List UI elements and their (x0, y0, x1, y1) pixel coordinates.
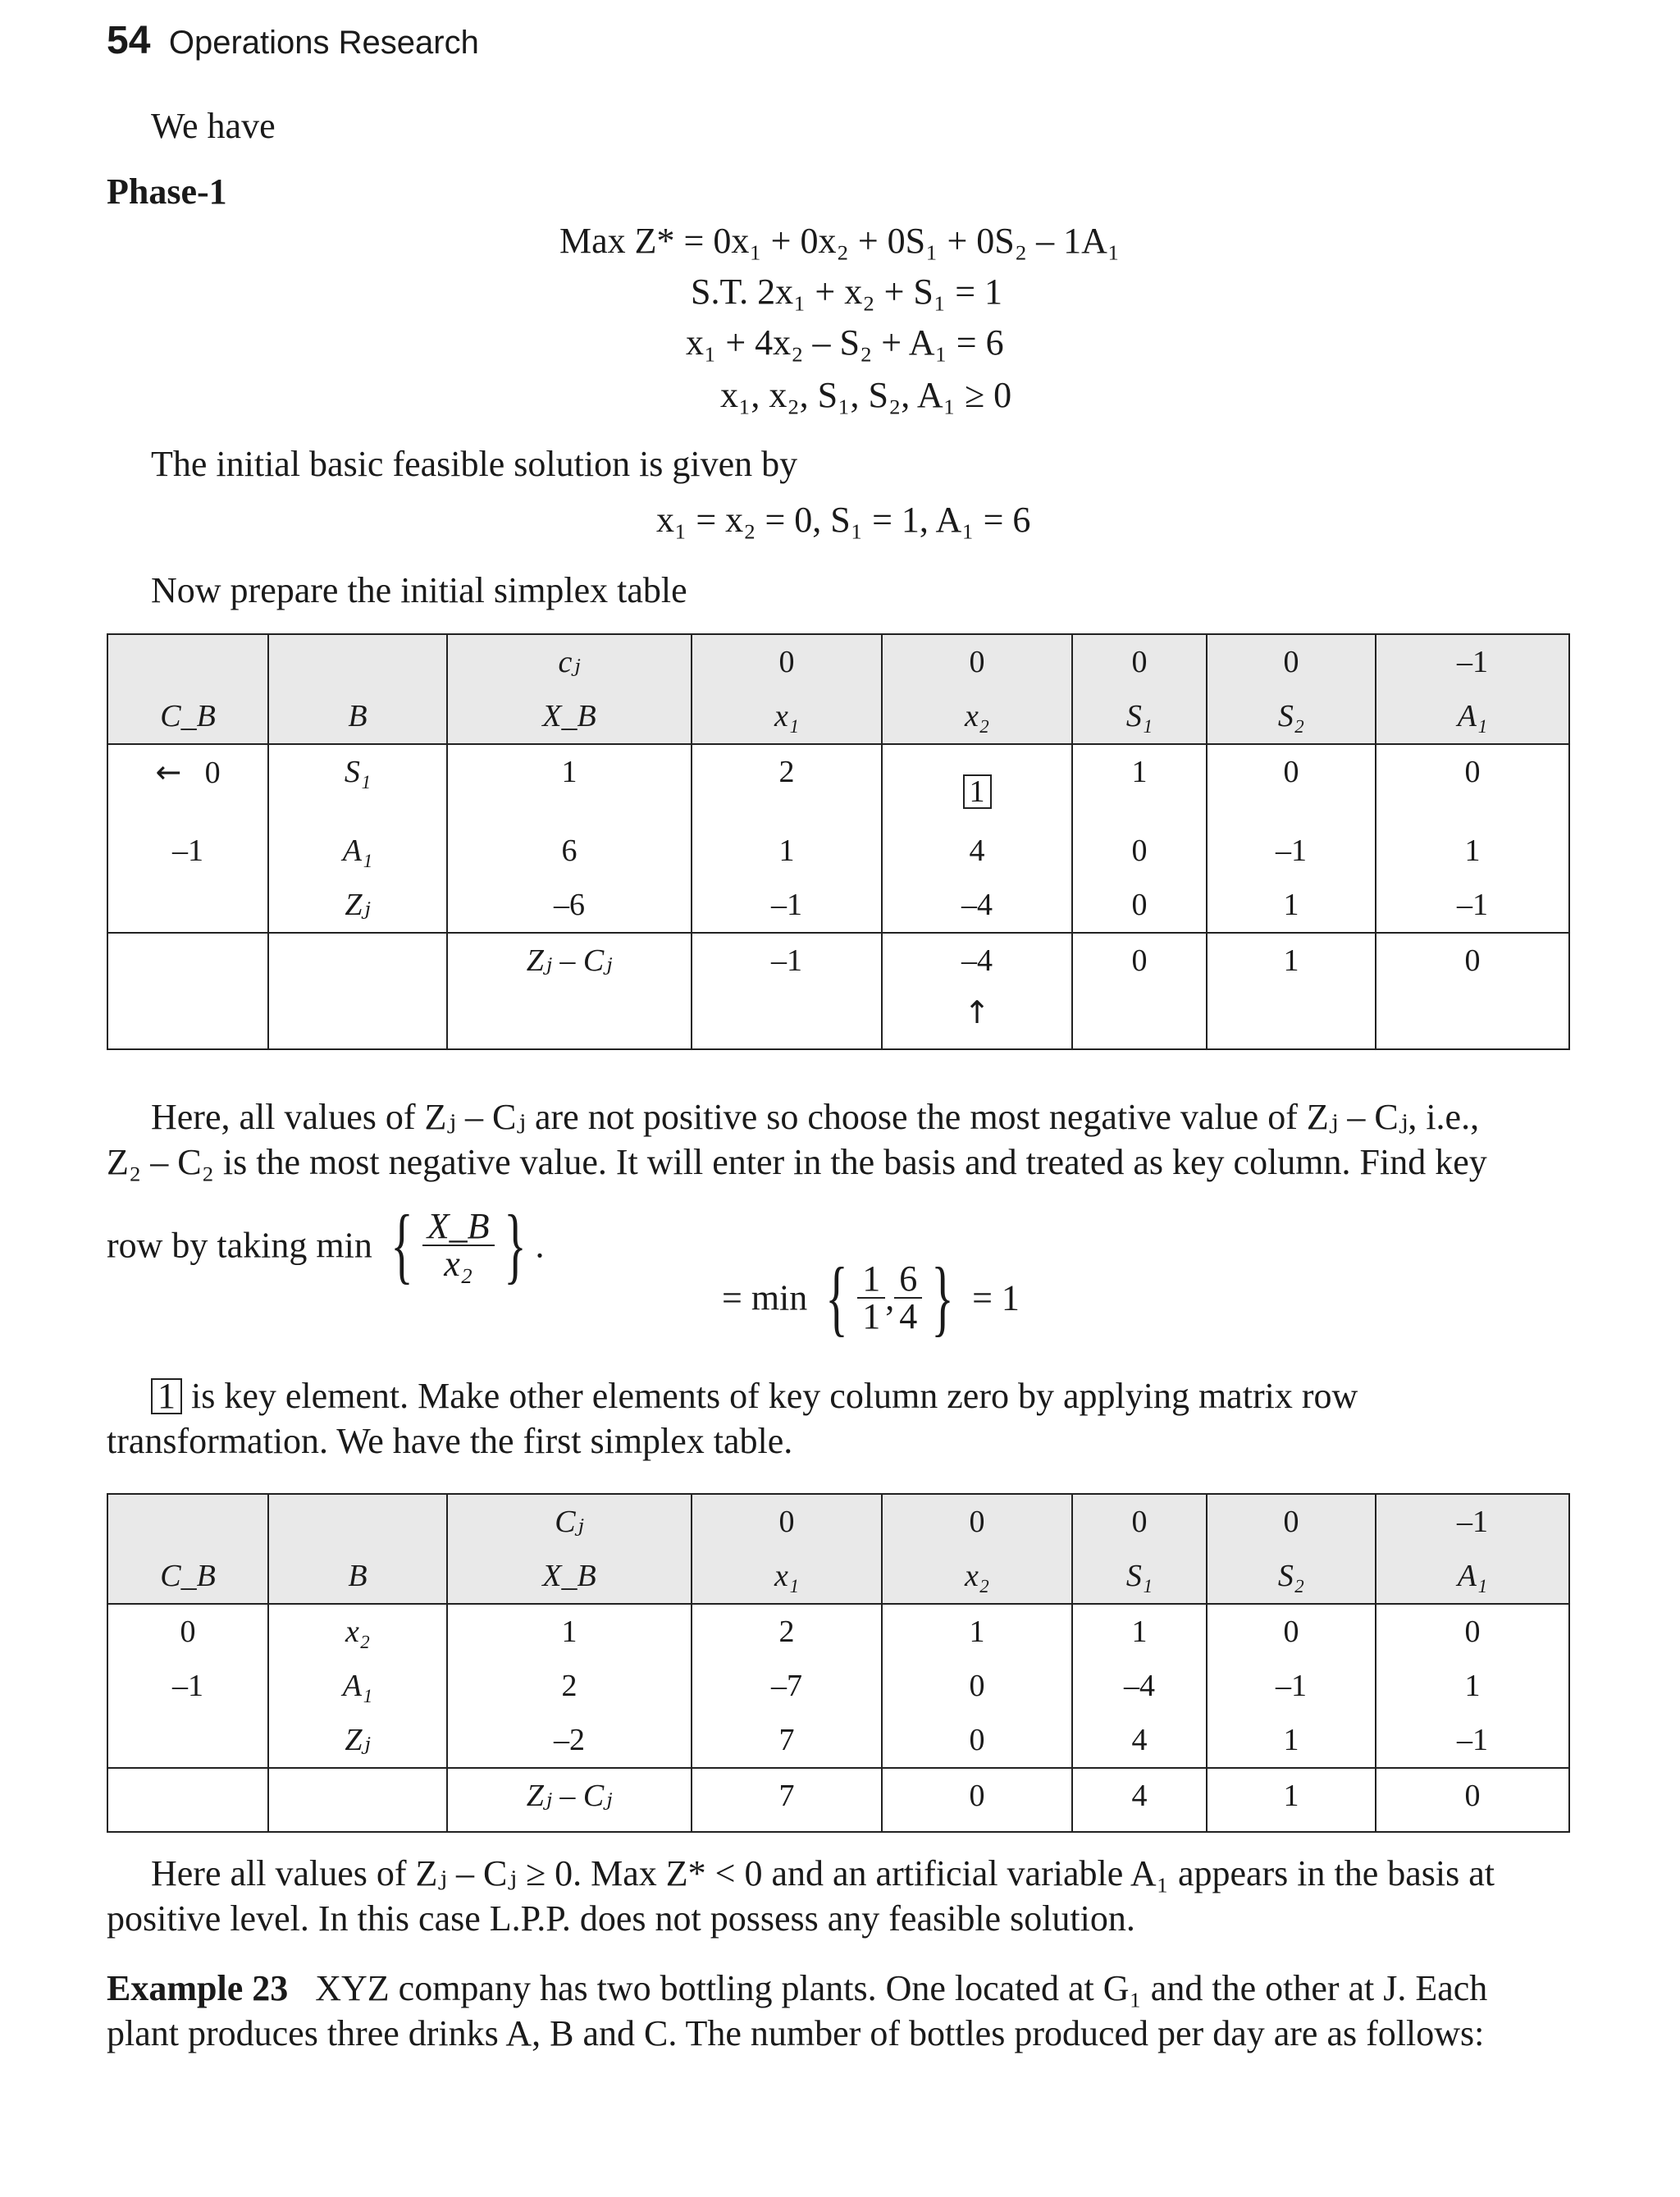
value-cell: 7 (692, 1768, 882, 1832)
fraction-denominator: x₂ (444, 1244, 473, 1284)
value-cell: 0 (882, 1768, 1072, 1832)
value-cell: 0 (882, 1713, 1072, 1768)
value-cell: 2 (692, 1604, 882, 1659)
col-header: B (268, 689, 447, 744)
value-cell: 1 (1072, 744, 1207, 824)
fraction (857, 1258, 885, 1336)
min-prefix: = min (722, 1277, 808, 1318)
col-header: S₂ (1207, 689, 1376, 744)
zj-row (107, 878, 1569, 933)
value-cell: 0 (1072, 824, 1207, 878)
cb-cell: –1 (107, 824, 268, 878)
col-header: A₁ (1376, 689, 1569, 744)
right-brace-icon: } (931, 1250, 954, 1345)
fraction-numerator: X_B (422, 1208, 495, 1246)
value-cell: –4 (961, 943, 993, 978)
cj-cell: 0 (882, 1494, 1072, 1549)
fraction-numerator: 1 (857, 1261, 885, 1299)
value-cell: 4 (1072, 1768, 1207, 1832)
ibfs-text: The initial basic feasible solution is given by (151, 444, 798, 484)
min-ratio-text: row by taking min { $\frac{X\_B}{\text{x₂}}$ } . (107, 1198, 545, 1292)
fraction-numerator: 6 (894, 1261, 922, 1299)
value-cell: 1 (1207, 933, 1376, 1049)
right-brace-icon: } (503, 1198, 527, 1292)
conclusion-paragraph (107, 1851, 1568, 1941)
value-cell: 0 (1376, 933, 1569, 1049)
col-header: S₁ (1072, 1549, 1207, 1604)
key-element-box: 1 (151, 1378, 182, 1414)
para-line: XYZ company has two bottling plants. One located at G₁ and the other at J. Each (315, 1968, 1488, 2008)
cj-cell: 0 (882, 634, 1072, 689)
min-result: = 1 (972, 1277, 1020, 1318)
cj-cell: 0 (692, 1494, 882, 1549)
cj-cell: –1 (1376, 634, 1569, 689)
cj-cell: 0 (1072, 634, 1207, 689)
value-cell: 0 (1207, 1604, 1376, 1659)
para-line: row by taking min (107, 1225, 372, 1266)
col-header: x₂ (882, 689, 1072, 744)
basis-cell: x₂ (268, 1604, 447, 1659)
cj-row (107, 1494, 1569, 1549)
value-cell: 2 (447, 1659, 692, 1713)
para-line: transformation. We have the first simplex table. (107, 1421, 793, 1461)
value-cell: 6 (447, 824, 692, 878)
cj-cell: 0 (1072, 1494, 1207, 1549)
prepare-text: Now prepare the initial simplex table (151, 570, 687, 610)
col-header: x₁ (692, 689, 882, 744)
basis-cell: A₁ (268, 824, 447, 878)
value-cell: 0 (1376, 1604, 1569, 1659)
table-row (107, 744, 1569, 824)
col-header: C_B (107, 1549, 268, 1604)
value-cell: –1 (1376, 1713, 1569, 1768)
entering-arrow-icon: ↑ (964, 994, 990, 1030)
zj-cj-label: Zⱼ – Cⱼ (447, 933, 692, 1049)
para-line: is key element. Make other elements of key column zero by applying matrix row (191, 1376, 1358, 1416)
col-header: C_B (107, 689, 268, 744)
value-cell: –2 (447, 1713, 692, 1768)
first-simplex-table (107, 1493, 1570, 1833)
zj-cj-row (107, 933, 1569, 1049)
value-cell: –4 (1072, 1659, 1207, 1713)
fraction-denominator: 4 (899, 1296, 918, 1336)
value-cell: 1 (1207, 878, 1376, 933)
value-cell: 1 (1207, 1768, 1376, 1832)
cj-cell: 0 (692, 634, 882, 689)
col-header: S₁ (1072, 689, 1207, 744)
fraction-denominator: 1 (862, 1296, 881, 1336)
value-cell: 4 (882, 824, 1072, 878)
col-header: A₁ (1376, 1549, 1569, 1604)
value-cell: –1 (1376, 878, 1569, 933)
ibfs-values: x₁ = x₂ = 0, S₁ = 1, A₁ = 6 (656, 500, 1031, 540)
value-cell: 0 (882, 1659, 1072, 1713)
para-line: Here all values of Zⱼ – Cⱼ ≥ 0. Max Z* < 0 and an artificial variable A₁ appears in the basis at (151, 1853, 1495, 1893)
value-cell: –6 (447, 878, 692, 933)
explanation-paragraph (107, 1094, 1568, 1185)
para-line: Here, all values of Zⱼ – Cⱼ are not positive so choose the most negative value of Zⱼ – Cⱼ, i.e., (151, 1097, 1480, 1137)
value-cell: –7 (692, 1659, 882, 1713)
value-cell: 0 (1207, 744, 1376, 824)
value-cell: 1 (1376, 1659, 1569, 1713)
leaving-arrow-icon: ← (155, 754, 182, 790)
example-label: Example 23 (107, 1968, 289, 2008)
value-cell: 1 (1376, 824, 1569, 878)
constraint-1: S.T. 2x₁ + x₂ + S₁ = 1 (691, 272, 1003, 312)
basis-cell: S₁ (268, 744, 447, 824)
objective-function: Max Z* = 0x₁ + 0x₂ + 0S₁ + 0S₂ – 1A₁ (559, 221, 1121, 261)
min-calculation: = min { $\frac{1}{1}$ , $\frac{6}{4}$ } = 1 (722, 1250, 1020, 1345)
table-row (107, 824, 1569, 878)
value-cell: 0 (1072, 933, 1207, 1049)
example-paragraph (107, 1966, 1568, 2056)
value-cell: 2 (692, 744, 882, 824)
value-cell: 1 (1072, 1604, 1207, 1659)
header-row (107, 689, 1569, 744)
cj-label: cⱼ (447, 634, 692, 689)
key-element: 1 (963, 774, 992, 809)
para-line: positive level. In this case L.P.P. does not possess any feasible solution. (107, 1898, 1135, 1939)
basis-cell: A₁ (268, 1659, 447, 1713)
value-cell: –4 (882, 878, 1072, 933)
key-element-paragraph (107, 1373, 1568, 1464)
cj-cell (268, 634, 447, 689)
col-header: X_B (447, 1549, 692, 1604)
value-cell: 1 (447, 1604, 692, 1659)
para-line: plant produces three drinks A, B and C. The number of bottles produced per day are as follows: (107, 2013, 1485, 2053)
initial-simplex-table (107, 633, 1570, 1050)
col-header: B (268, 1549, 447, 1604)
value-cell: 1 (692, 824, 882, 878)
running-header (107, 18, 479, 63)
cj-cell: 0 (1207, 634, 1376, 689)
cb-cell: –1 (107, 1659, 268, 1713)
cj-row (107, 634, 1569, 689)
value-cell: 0 (1376, 1768, 1569, 1832)
page-number: 54 (107, 19, 151, 62)
col-header: x₂ (882, 1549, 1072, 1604)
left-brace-icon: { (825, 1250, 848, 1345)
cj-label: Cⱼ (447, 1494, 692, 1549)
fraction (894, 1258, 922, 1336)
value-cell: –1 (692, 878, 882, 933)
value-cell: –1 (1207, 1659, 1376, 1713)
zj-row (107, 1713, 1569, 1768)
phase-heading: Phase-1 (107, 171, 227, 212)
cj-cell: –1 (1376, 1494, 1569, 1549)
book-title: Operations Research (168, 25, 479, 61)
we-have-text: We have (151, 106, 276, 146)
col-header: S₂ (1207, 1549, 1376, 1604)
col-header: x₁ (692, 1549, 882, 1604)
col-header: X_B (447, 689, 692, 744)
cb-cell: 0 (204, 756, 221, 790)
ratio-fraction (422, 1208, 495, 1282)
value-cell: 4 (1072, 1713, 1207, 1768)
zj-label: Zⱼ (268, 1713, 447, 1768)
constraint-2: x₁ + 4x₂ – S₂ + A₁ = 6 (686, 322, 1004, 363)
cj-cell: 0 (1207, 1494, 1376, 1549)
value-cell: 1 (882, 1604, 1072, 1659)
zj-cj-label: Zⱼ – Cⱼ (447, 1768, 692, 1832)
non-negativity: x₁, x₂, S₁, S₂, A₁ ≥ 0 (720, 375, 1012, 415)
value-cell: 1 (1207, 1713, 1376, 1768)
table-row (107, 1659, 1569, 1713)
value-cell: 0 (1376, 744, 1569, 824)
value-cell: 7 (692, 1713, 882, 1768)
value-cell: –1 (692, 933, 882, 1049)
para-line: Z₂ – C₂ is the most negative value. It will enter in the basis and treated as key column. Find key (107, 1142, 1487, 1182)
zj-cj-row (107, 1768, 1569, 1832)
left-brace-icon: { (390, 1198, 413, 1292)
header-row (107, 1549, 1569, 1604)
value-cell: 1 (447, 744, 692, 824)
cj-cell (107, 634, 268, 689)
zj-label: Zⱼ (268, 878, 447, 933)
value-cell: –1 (1207, 824, 1376, 878)
cb-cell: 0 (107, 1604, 268, 1659)
value-cell: 0 (1072, 878, 1207, 933)
table-row (107, 1604, 1569, 1659)
